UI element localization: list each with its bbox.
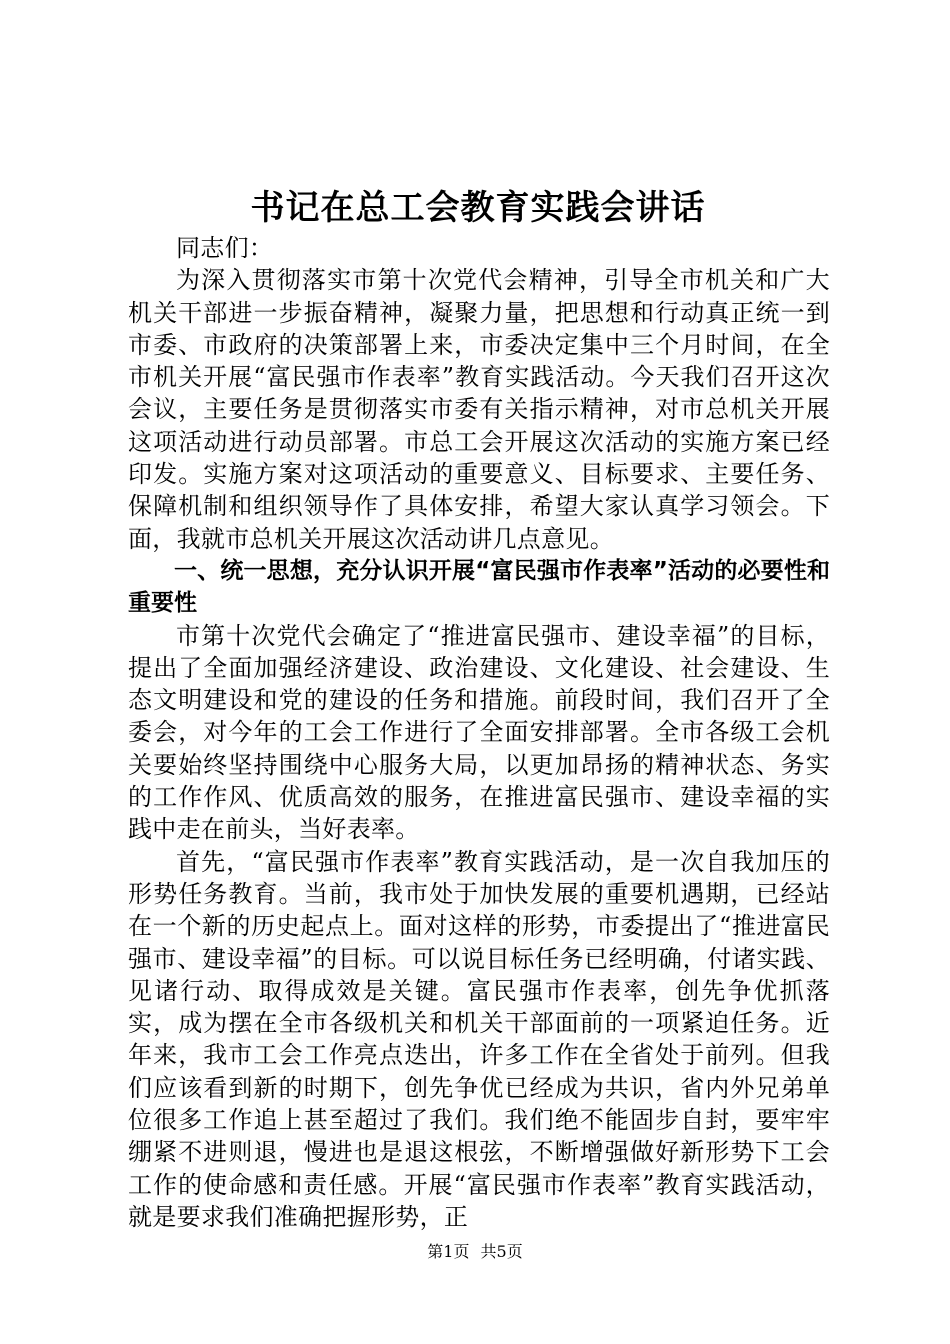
document-body [128,232,830,1233]
section-heading: 一、统一思想，充分认识开展“富民强市作表率”活动的必要性和重要性 [128,557,830,617]
intro-paragraph: 为深入贯彻落实市第十次党代会精神，引导全市机关和广大机关干部进一步振奋精神，凝聚力量，把思想和行动真正统一到市委、市政府的决策部署上来，市委决定集中三个月时间，在全市机关开展“富民强市作表率”教育实践活动。今天我们召开这次会议，主要任务是贯彻落实市委有关指示精神，对市总机关开展这项活动进行动员部署。市总工会开展这次活动的实施方案已经印发。实施方案对这项活动的重要意义、目标要求、主要任务、保障机制和组织领导作了具体安排，希望大家认真学习领会。下面，我就市总机关开展这次活动讲几点意见。 [128,266,830,553]
section-paragraph-1: 市第十次党代会确定了“推进富民强市、建设幸福”的目标，提出了全面加强经济建设、政治建设、文化建设、社会建设、生态文明建设和党的建设的任务和措施。前段时间，我们召开了全委会，对今年的工会工作进行了全面安排部署。全市各级工会机关要始终坚持围绕中心服务大局，以更加昂扬的精神状态、务实的工作作风、优质高效的服务，在推进富民强市、建设幸福的实践中走在前头，当好表率。 [128,621,830,844]
section-paragraph-2: 首先，“富民强市作表率”教育实践活动，是一次自我加压的形势任务教育。当前，我市处于加快发展的重要机遇期，已经站在一个新的历史起点上。面对这样的形势，市委提出了“推进富民强市、建设幸福”的目标。可以说目标任务已经明确，付诸实践、见诸行动、取得成效是关键。富民强市作表率，创先争优抓落实，成为摆在全市各级机关和机关干部面前的一项紧迫任务。近年来，我市工会工作亮点迭出，许多工作在全省处于前列。但我们应该看到新的时期下，创先争优已经成为共识，省内外兄弟单位很多工作追上甚至超过了我们。我们绝不能固步自封，要牢牢绷紧不进则退，慢进也是退这根弦，不断增强做好新形势下工会工作的使命感和责任感。开展“富民强市作表率”教育实践活动，就是要求我们准确把握形势，正 [128,847,830,1231]
page-number: 第1页 [427,1242,470,1261]
page-footer [0,1242,950,1262]
document-title: 书记在总工会教育实践会讲话 [250,188,706,228]
salutation: 同志们： [176,234,274,262]
page-total: 共5页 [480,1242,523,1261]
